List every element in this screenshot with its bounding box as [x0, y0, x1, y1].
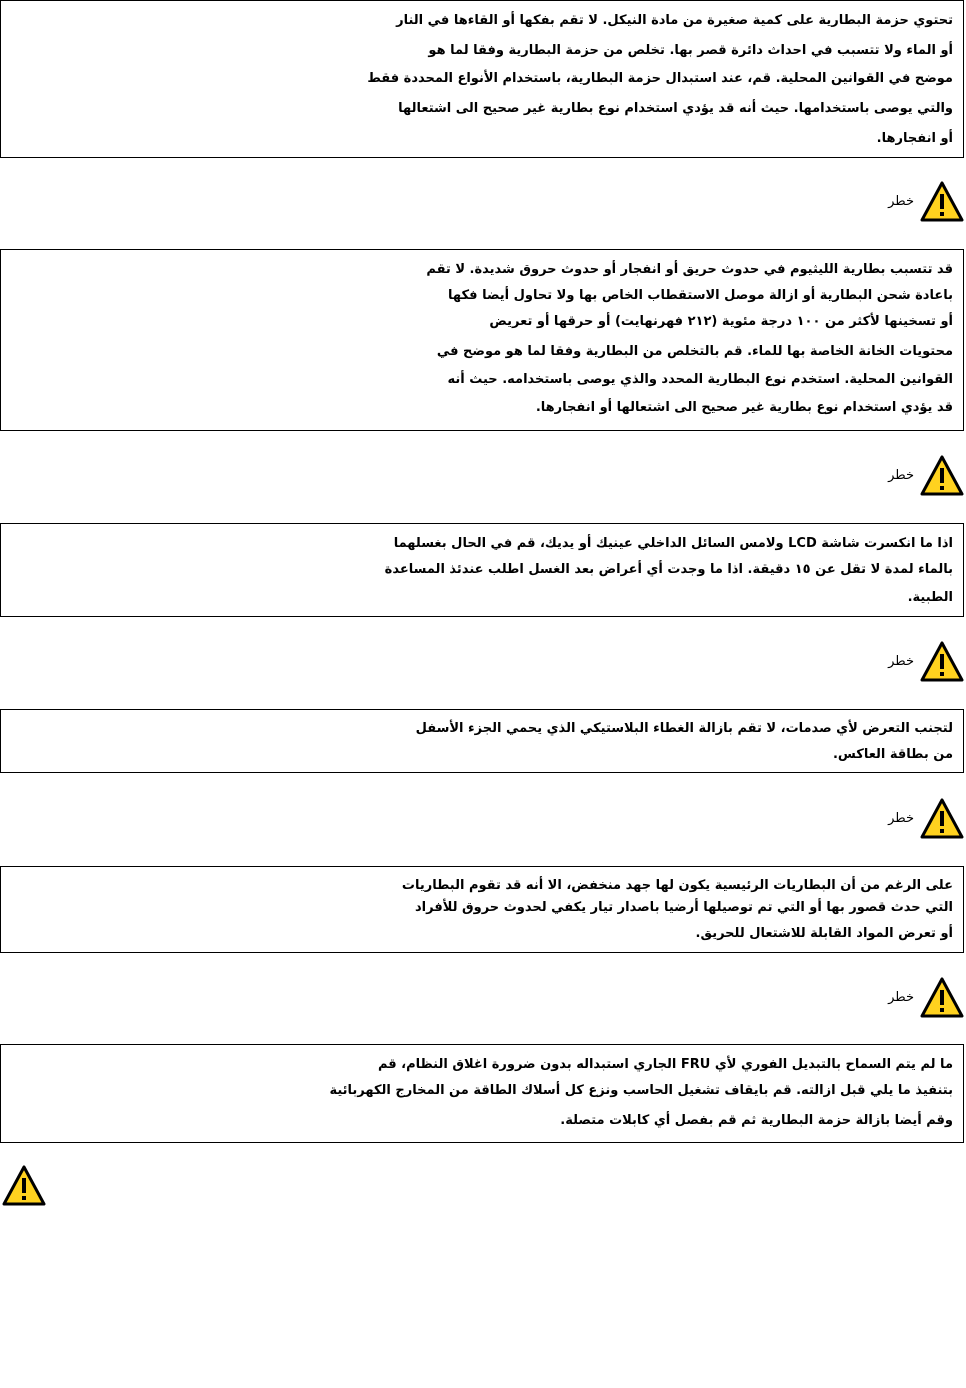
danger-notice [844, 180, 964, 224]
danger-notice [844, 976, 964, 1020]
text-line: والتي يوصى باستخدامها. حيث أنه قد يؤدي استخدام نوع بطارية غير صحيح الى اشتعالها [398, 101, 953, 116]
text-line: وقم أيضا بازالة حزمة البطارية ثم قم بفصل أي كابلات متصلة. [560, 1113, 953, 1128]
text-line: أو الماء ولا تتسبب في احداث دائرة قصر بها. تخلص من حزمة البطارية وفقا لما هو [428, 43, 953, 58]
text-line: القوانين المحلية. استخدم نوع البطارية المحدد والذي يوصى باستخدامه. حيث أنه [447, 372, 953, 387]
warning-box-lcd [0, 523, 964, 617]
danger-notice [844, 797, 964, 841]
text-line: أو انفجارها. [876, 131, 953, 146]
danger-label: خطر [888, 654, 914, 669]
danger-label: خطر [888, 468, 914, 483]
text-line: بالماء لمدة لا تقل عن ١٥ دقيقة. اذا ما وجدت أي أعراض بعد الغسل اطلب عندئذ المساعدة [384, 562, 953, 577]
warning-box-fru [0, 1044, 964, 1143]
text-line: اذا ما انكسرت شاشة LCD ولامس السائل الداخلي عينيك أو يديك، قم في الحال بغسلهما [393, 536, 953, 551]
danger-label: خطر [888, 194, 914, 209]
warning-box-main-batteries [0, 866, 964, 953]
text-line: أو تعرض المواد القابلة للاشتعال للحريق. [695, 926, 953, 941]
text-line: التي حدث قصور بها أو التي تم توصيلها أرضيا باصدار تيار يكفي لحدوث حروق للأفراد [415, 900, 953, 915]
danger-notice [844, 454, 964, 498]
text-line: من بطاقة العاكس. [832, 747, 953, 762]
danger-label: خطر [888, 811, 914, 826]
warning-box-lithium-battery [0, 249, 964, 431]
warning-triangle-icon [920, 797, 964, 841]
danger-notice [844, 640, 964, 684]
text-line: بتنفيذ ما يلي قبل ازالته. قم بايقاف تشغيل الحاسب ونزع كل أسلاك الطاقة من المخارج الكهربائية [329, 1083, 953, 1098]
warning-triangle-icon [920, 976, 964, 1020]
warning-triangle-icon [920, 180, 964, 224]
text-line: ما لم يتم السماح بالتبديل الفوري لأي FRU الجاري استبداله بدون ضرورة اغلاق النظام، قم [377, 1057, 953, 1072]
text-line: أو تسخينها لأكثر من ١٠٠ درجة مئوية (٢١٢ فهرنهايت) أو حرقها أو تعريض [489, 314, 953, 329]
warning-triangle-icon [2, 1164, 46, 1208]
text-line: باعادة شحن البطارية أو ازالة موصل الاستقطاب الخاص بها ولا تحاول أيضا فكها [448, 288, 953, 303]
warning-triangle-icon [920, 454, 964, 498]
text-line: لتجنب التعرض لأي صدمات، لا تقم بازالة الغطاء البلاستيكي الذي يحمي الجزء الأسفل [415, 721, 953, 736]
text-line: قد يؤدي استخدام نوع بطارية غير صحيح الى اشتعالها أو انفجارها. [535, 400, 953, 415]
text-line: موضح في القوانين المحلية. قم، عند استبدال حزمة البطارية، باستخدام الأنواع المحددة فقط [367, 71, 953, 86]
text-line: على الرغم من أن البطاريات الرئيسية يكون لها جهد منخفض، الا أنه قد تقوم البطاريات [401, 878, 953, 893]
text-line: محتويات الخانة الخاصة بها للماء. قم بالتخلص من البطارية وفقا لما هو موضح في [436, 344, 953, 359]
danger-label: خطر [888, 990, 914, 1005]
warning-box-inverter [0, 709, 964, 773]
warning-triangle-icon [920, 640, 964, 684]
warning-box-nickel-battery [0, 0, 964, 158]
text-line: الطبية. [907, 590, 953, 605]
text-line: تحتوي حزمة البطارية على كمية صغيرة من مادة النيكل. لا تقم بفكها أو القاءها في النار [396, 13, 953, 28]
text-line: قد تتسبب بطارية الليثيوم في حدوث حريق أو انفجار أو حدوث حروق شديدة. لا تقم [426, 262, 953, 277]
